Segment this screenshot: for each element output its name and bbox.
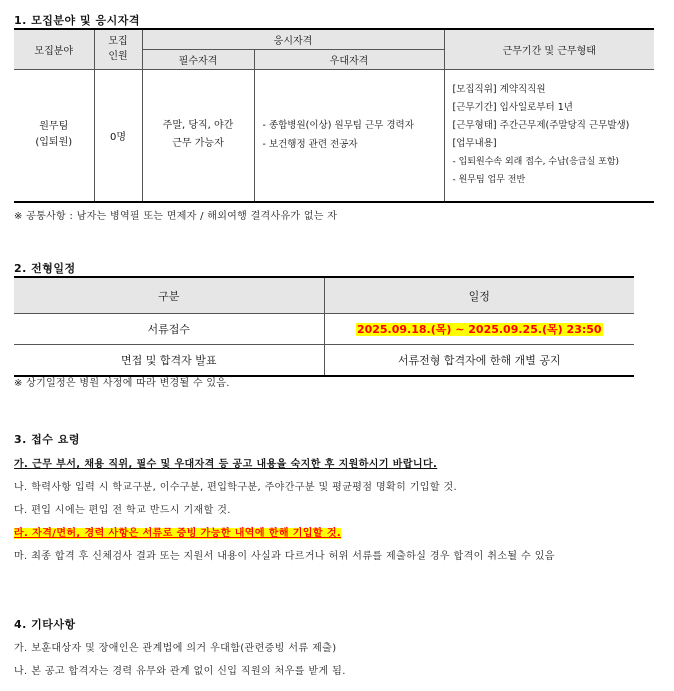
cell-preferred: - 종합병원(이상) 원무팀 근무 경력자 - 보건행정 관련 전공자 bbox=[254, 69, 444, 202]
cell-details: [모집직위] 계약직직원 [근무기간] 입사일로부터 1년 [근무형태] 주간근무제(주말당직 근무발생) [업무내용] - 입퇴원수속 외래 접수, 수납(응급실 포함) - 원무팀 업무 전반 bbox=[444, 69, 654, 202]
section3-title: 3. 접수 요령 bbox=[14, 433, 80, 446]
header-category: 구분 bbox=[14, 277, 324, 314]
list-item: 가. 보훈대상자 및 장애인은 관계법에 의거 우대함(관련증빙 서류 제출) bbox=[14, 643, 337, 654]
header-field: 모집분야 bbox=[14, 29, 94, 69]
header-preferred: 우대자격 bbox=[254, 49, 444, 69]
cell-field: 원무팀 (입퇴원) bbox=[14, 69, 94, 202]
cell-count: 0명 bbox=[94, 69, 142, 202]
list-item: 나. 학력사항 입력 시 학교구분, 이수구분, 편입학구분, 주야간구분 및 평균평점 명확히 기입할 것. bbox=[14, 482, 458, 493]
header-qualifications: 응시자격 bbox=[142, 29, 444, 49]
row-schedule bbox=[324, 314, 634, 345]
list-item: 가. 근무 부서, 채용 직위, 필수 및 우대자격 등 공고 내용을 숙지한 후 지원하시기 바랍니다. bbox=[14, 459, 438, 470]
recruitment-table bbox=[14, 28, 654, 203]
section2-title: 2. 전형일정 bbox=[14, 262, 76, 275]
header-period: 근무기간 및 근무형태 bbox=[444, 29, 654, 69]
section1-title: 1. 모집분야 및 응시자격 bbox=[14, 14, 140, 27]
list-item: 라. 자격/면허, 경력 사항은 서류로 증빙 가능한 내역에 한해 기입할 것. bbox=[14, 528, 342, 539]
list-item: 다. 편입 시에는 편입 전 학교 반드시 기재할 것. bbox=[14, 505, 231, 516]
schedule-table bbox=[14, 276, 634, 377]
schedule-highlight: 2025.09.18.(목) ~ 2025.09.25.(목) 23:50 bbox=[356, 323, 602, 336]
header-schedule: 일정 bbox=[324, 277, 634, 314]
row-category: 면접 및 합격자 발표 bbox=[14, 345, 324, 377]
row-schedule: 서류전형 합격자에 한해 개별 공지 bbox=[324, 345, 634, 377]
row-category: 서류접수 bbox=[14, 314, 324, 345]
list-item: 마. 최종 합격 후 신체검사 결과 또는 지원서 내용이 사실과 다르거나 허위 서류를 제출하실 경우 합격이 취소될 수 있음 bbox=[14, 551, 555, 562]
list-item: 나. 본 공고 합격자는 경력 유무와 관계 없이 신입 직원의 처우를 받게 됨. bbox=[14, 666, 346, 677]
header-required: 필수자격 bbox=[142, 49, 254, 69]
section4-title: 4. 기타사항 bbox=[14, 618, 76, 631]
section2-note: ※ 상기일정은 병원 사정에 따라 변경될 수 있음. bbox=[14, 378, 230, 389]
section1-note: ※ 공통사항 : 남자는 병역필 또는 면제자 / 해외여행 결격사유가 없는 자 bbox=[14, 211, 338, 222]
header-count: 모집 인원 bbox=[94, 29, 142, 69]
cell-required: 주말, 당직, 야간 근무 가능자 bbox=[142, 69, 254, 202]
